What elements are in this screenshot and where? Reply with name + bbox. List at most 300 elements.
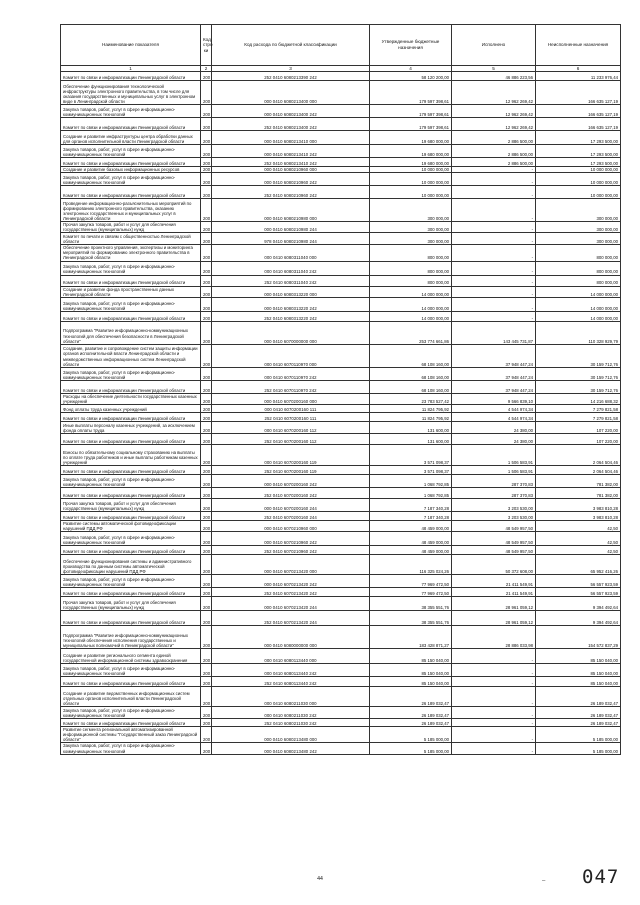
row-executed-cell: - (452, 719, 536, 727)
table-row (61, 664, 621, 677)
row-unexecuted-cell: 17 293 500,00 (536, 145, 621, 158)
row-unexecuted-cell: 3 983 810,28 (536, 498, 621, 511)
row-expense-code-cell: 000 0410 6080210980 244 (212, 222, 370, 233)
table-row (61, 81, 621, 105)
row-executed-cell: 48 549 957,50 (452, 532, 536, 546)
row-approved-cell: 48 459 000,00 (370, 546, 452, 555)
row-approved-cell: 1 068 792,85 (370, 474, 452, 487)
row-name-cell: Комитет по связи и информатизации Ленинградской области (61, 186, 201, 199)
table-row (61, 72, 621, 81)
row-approved-cell: 300 000,00 (370, 233, 452, 245)
row-executed-cell: 12 962 269,42 (452, 105, 536, 118)
row-approved-cell: 26 189 032,47 (370, 687, 452, 707)
row-line-code-cell: 200 (201, 167, 212, 173)
row-expense-code-cell: 252 0410 6080211030 242 (212, 719, 370, 727)
row-unexecuted-cell: 10 000 000,00 (536, 186, 621, 199)
table-row (61, 511, 621, 520)
table-row (61, 145, 621, 158)
row-line-code-cell: 200 (201, 687, 212, 707)
row-approved-cell: 7 187 340,28 (370, 511, 452, 520)
row-executed-cell: - (452, 233, 536, 245)
row-approved-cell: 85 150 040,00 (370, 649, 452, 664)
row-name-cell: Комитет по связи и информатизации Ленинградской области (61, 465, 201, 474)
row-unexecuted-cell: 30 159 712,76 (536, 367, 621, 380)
table-row (61, 575, 621, 588)
row-executed-cell: 21 411 549,91 (452, 575, 536, 588)
row-line-code-cell: 200 (201, 498, 212, 511)
row-name-cell: Комитет по связи и информатизации Ленинградской области (61, 118, 201, 131)
table-row (61, 158, 621, 167)
row-line-code-cell: 200 (201, 404, 212, 412)
header-unexecuted: Неисполненные назначения (536, 25, 621, 66)
row-line-code-cell: 200 (201, 597, 212, 611)
row-executed-cell: 12 962 269,42 (452, 81, 536, 105)
row-expense-code-cell: 000 0410 6080211030 000 (212, 687, 370, 707)
row-approved-cell: 179 597 398,61 (370, 118, 452, 131)
row-expense-code-cell: 252 0410 6080113440 242 (212, 677, 370, 687)
row-line-code-cell: 200 (201, 199, 212, 222)
row-executed-cell: 37 948 447,24 (452, 344, 536, 367)
row-approved-cell: 26 189 032,47 (370, 719, 452, 727)
row-expense-code-cell: 000 0410 6080000000 000 (212, 626, 370, 649)
row-approved-cell: 300 000,00 (370, 222, 452, 233)
corner-mark: – (542, 878, 546, 884)
row-unexecuted-cell: 17 293 500,00 (536, 131, 621, 145)
table-row (61, 412, 621, 421)
row-name-cell: Закупка товаров, работ, услуг в сфере информационно-коммуникационных технологий (61, 297, 201, 311)
row-line-code-cell: 200 (201, 233, 212, 245)
row-unexecuted-cell: 85 150 040,00 (536, 677, 621, 687)
row-approved-cell: 116 325 024,26 (370, 555, 452, 575)
row-name-cell: Комитет по связи и информатизации Ленинградской области (61, 311, 201, 321)
row-unexecuted-cell: 14 000 000,00 (536, 311, 621, 321)
row-approved-cell: 183 428 871,27 (370, 626, 452, 649)
row-expense-code-cell: 000 0410 6080311040 000 (212, 245, 370, 261)
table-row (61, 131, 621, 145)
row-executed-cell: 37 948 447,24 (452, 380, 536, 393)
table-row (61, 233, 621, 245)
row-approved-cell: 11 824 795,92 (370, 404, 452, 412)
row-line-code-cell: 200 (201, 511, 212, 520)
row-approved-cell: 800 000,00 (370, 245, 452, 261)
row-unexecuted-cell: 26 189 032,47 (536, 719, 621, 727)
table-row (61, 465, 621, 474)
row-name-cell: Комитет по связи и информатизации Ленинградской области (61, 487, 201, 498)
row-line-code-cell: 200 (201, 81, 212, 105)
row-executed-cell: 4 544 974,34 (452, 404, 536, 412)
row-approved-cell: 77 969 472,50 (370, 588, 452, 597)
row-unexecuted-cell: 7 279 821,58 (536, 404, 621, 412)
row-executed-cell: - (452, 743, 536, 754)
table-row (61, 677, 621, 687)
row-unexecuted-cell: 30 159 712,76 (536, 380, 621, 393)
row-name-cell: Создание и развитие ведомственных информационных систем отдельных органов исполнительной власти Ленинградской области (61, 687, 201, 707)
row-unexecuted-cell: 781 382,00 (536, 487, 621, 498)
row-executed-cell: - (452, 186, 536, 199)
budget-table (60, 24, 621, 755)
row-unexecuted-cell: 14 000 000,00 (536, 297, 621, 311)
row-approved-cell: 800 000,00 (370, 261, 452, 275)
table-row (61, 297, 621, 311)
row-name-cell: Комитет по связи и информатизации Ленинградской области (61, 412, 201, 421)
row-line-code-cell: 200 (201, 297, 212, 311)
sheet-stamp-number: 047 (582, 866, 620, 888)
row-unexecuted-cell: 7 279 821,58 (536, 412, 621, 421)
row-line-code-cell: 200 (201, 546, 212, 555)
row-unexecuted-cell: 65 952 416,26 (536, 555, 621, 575)
row-expense-code-cell: 000 0410 6070110970 242 (212, 367, 370, 380)
row-unexecuted-cell: 3 983 810,28 (536, 511, 621, 520)
row-name-cell: Прочая закупка товаров, работ и услуг для обеспечения государственных (муниципальных) нужд (61, 222, 201, 233)
row-approved-cell: 38 355 551,76 (370, 597, 452, 611)
row-line-code-cell: 200 (201, 186, 212, 199)
row-expense-code-cell: 000 0410 6070200160 000 (212, 393, 370, 404)
row-approved-cell: 11 824 795,92 (370, 412, 452, 421)
row-expense-code-cell: 000 0410 6080213400 242 (212, 105, 370, 118)
row-executed-cell: 48 549 957,50 (452, 520, 536, 531)
page-number: 44 (317, 876, 323, 882)
row-name-cell: Комитет по связи и информатизации Ленинградской области (61, 72, 201, 81)
row-line-code-cell: 200 (201, 719, 212, 727)
row-unexecuted-cell: 5 185 000,00 (536, 727, 621, 743)
table-row (61, 546, 621, 555)
row-approved-cell: 68 108 160,00 (370, 367, 452, 380)
row-expense-code-cell: 000 0410 6070210960 242 (212, 532, 370, 546)
row-name-cell: Закупка товаров, работ, услуг в сфере информационно-коммуникационных технологий (61, 743, 201, 754)
table-body (61, 72, 621, 755)
row-executed-cell: - (452, 275, 536, 286)
row-expense-code-cell: 000 0410 6070200160 112 (212, 421, 370, 433)
row-name-cell: Комитет по связи и информатизации Ленинградской области (61, 433, 201, 444)
row-expense-code-cell: 252 0410 6080311040 242 (212, 275, 370, 286)
row-unexecuted-cell: 800 000,00 (536, 261, 621, 275)
row-line-code-cell: 200 (201, 145, 212, 158)
row-expense-code-cell: 252 0410 6070210960 242 (212, 546, 370, 555)
row-expense-code-cell: 252 0410 6080213410 242 (212, 158, 370, 167)
row-name-cell: Комитет по связи и информатизации Ленинградской области (61, 611, 201, 626)
row-unexecuted-cell: 107 220,00 (536, 421, 621, 433)
row-expense-code-cell: 000 0410 6080213410 242 (212, 145, 370, 158)
row-expense-code-cell: 252 0410 6070110970 242 (212, 380, 370, 393)
row-approved-cell: 85 150 040,00 (370, 677, 452, 687)
row-executed-cell: - (452, 727, 536, 743)
row-expense-code-cell: 000 0410 6070213420 242 (212, 575, 370, 588)
table-row (61, 433, 621, 444)
row-approved-cell: 48 459 000,00 (370, 520, 452, 531)
row-executed-cell: 28 886 033,98 (452, 626, 536, 649)
row-unexecuted-cell: 300 000,00 (536, 199, 621, 222)
column-index: 3 (212, 66, 370, 72)
row-approved-cell: 10 000 000,00 (370, 173, 452, 186)
row-line-code-cell: 200 (201, 105, 212, 118)
row-unexecuted-cell: 14 216 688,32 (536, 393, 621, 404)
row-unexecuted-cell: 110 328 929,79 (536, 321, 621, 344)
row-expense-code-cell: 252 0410 6070200160 112 (212, 433, 370, 444)
row-line-code-cell: 200 (201, 588, 212, 597)
row-executed-cell: - (452, 311, 536, 321)
row-executed-cell: 46 886 223,56 (452, 72, 536, 81)
row-name-cell: Фонд оплаты труда казенных учреждений (61, 404, 201, 412)
row-executed-cell: - (452, 707, 536, 719)
table-row (61, 498, 621, 511)
table-row (61, 261, 621, 275)
row-unexecuted-cell: 26 189 032,47 (536, 687, 621, 707)
row-unexecuted-cell: 42,50 (536, 546, 621, 555)
row-line-code-cell: 200 (201, 245, 212, 261)
row-unexecuted-cell: 30 159 712,76 (536, 344, 621, 367)
row-unexecuted-cell: 800 000,00 (536, 275, 621, 286)
row-name-cell: Обеспечение функционирования технологической инфраструктуры электронного правительства, в том числе для оказания государственных и муниципальных услуг в электронном виде в Ленинградской области (61, 81, 201, 105)
row-name-cell: Закупка товаров, работ, услуг в сфере информационно-коммуникационных технологий (61, 105, 201, 118)
row-unexecuted-cell: 11 233 976,44 (536, 72, 621, 81)
row-name-cell: Развитие системы автоматической фотовидеофиксации нарушений ПДД РФ (61, 520, 201, 531)
row-executed-cell: 1 506 583,91 (452, 465, 536, 474)
row-name-cell: Закупка товаров, работ, услуг в сфере информационно-коммуникационных технологий (61, 367, 201, 380)
table-row (61, 118, 621, 131)
row-executed-cell: 48 549 957,50 (452, 546, 536, 555)
row-line-code-cell: 200 (201, 131, 212, 145)
row-unexecuted-cell: 85 150 040,00 (536, 649, 621, 664)
row-line-code-cell: 200 (201, 677, 212, 687)
row-executed-cell: 287 370,83 (452, 474, 536, 487)
row-name-cell: Комитет по связи и информатизации Ленинградской области (61, 158, 201, 167)
row-expense-code-cell: 000 0410 6070200160 242 (212, 474, 370, 487)
table-row (61, 707, 621, 719)
row-name-cell: Расходы на обеспечение деятельности государственных казенных учреждений (61, 393, 201, 404)
table-row (61, 649, 621, 664)
row-unexecuted-cell: 26 189 032,47 (536, 707, 621, 719)
row-line-code-cell: 200 (201, 707, 212, 719)
row-line-code-cell: 200 (201, 421, 212, 433)
row-name-cell: Обеспечение проектного управления, экспертизы и мониторинга мероприятий по формированию электронного правительства в Ленинградской области (61, 245, 201, 261)
row-approved-cell: 7 187 340,28 (370, 498, 452, 511)
row-executed-cell: - (452, 167, 536, 173)
row-name-cell: Развитие сегмента региональной автоматизированной информационной системы "Государственный заказ Ленинградской области" (61, 727, 201, 743)
table-row (61, 743, 621, 754)
row-line-code-cell: 200 (201, 158, 212, 167)
table-row (61, 421, 621, 433)
row-approved-cell: 10 000 000,00 (370, 167, 452, 173)
row-expense-code-cell: 000 0410 6080213400 000 (212, 81, 370, 105)
table-row (61, 532, 621, 546)
table-row (61, 611, 621, 626)
row-executed-cell: 2 886 500,00 (452, 131, 536, 145)
row-approved-cell: 131 600,00 (370, 433, 452, 444)
row-expense-code-cell: 000 0410 6070200160 111 (212, 404, 370, 412)
row-executed-cell: 287 370,83 (452, 487, 536, 498)
row-approved-cell: 300 000,00 (370, 199, 452, 222)
row-line-code-cell: 200 (201, 611, 212, 626)
row-executed-cell: - (452, 649, 536, 664)
table-row (61, 474, 621, 487)
row-name-cell: Обеспечение функционирования системы и административного производства по данным системы автоматической фотовидеофиксации нарушений ПДД РФ (61, 555, 201, 575)
row-approved-cell: 179 597 398,61 (370, 81, 452, 105)
row-unexecuted-cell: 10 000 000,00 (536, 167, 621, 173)
row-name-cell: Комитет по связи и информатизации Ленинградской области (61, 546, 201, 555)
row-line-code-cell: 200 (201, 275, 212, 286)
row-executed-cell: 4 544 974,34 (452, 412, 536, 421)
row-line-code-cell: 200 (201, 626, 212, 649)
row-unexecuted-cell: 2 064 504,46 (536, 465, 621, 474)
row-expense-code-cell: 252 0410 6070200160 111 (212, 412, 370, 421)
row-unexecuted-cell: 300 000,00 (536, 233, 621, 245)
row-expense-code-cell: 000 0410 6070213420 244 (212, 597, 370, 611)
table-row (61, 173, 621, 186)
row-name-cell: Создание и развитие фонда пространственных данных Ленинградской области (61, 286, 201, 297)
table-row (61, 222, 621, 233)
table-row (61, 719, 621, 727)
row-line-code-cell: 200 (201, 344, 212, 367)
row-unexecuted-cell: 14 000 000,00 (536, 286, 621, 297)
row-approved-cell: 38 355 551,76 (370, 611, 452, 626)
row-line-code-cell: 200 (201, 173, 212, 186)
row-expense-code-cell: 252 0410 6070213420 244 (212, 611, 370, 626)
column-index: 4 (370, 66, 452, 72)
row-executed-cell: 9 566 839,10 (452, 393, 536, 404)
row-line-code-cell: 200 (201, 743, 212, 754)
column-index: 1 (61, 66, 201, 72)
row-expense-code-cell: 000 0410 6070110970 000 (212, 344, 370, 367)
row-executed-cell: 143 445 731,87 (452, 321, 536, 344)
row-executed-cell: - (452, 286, 536, 297)
row-approved-cell: 26 189 032,47 (370, 707, 452, 719)
row-unexecuted-cell: 800 000,00 (536, 245, 621, 261)
row-unexecuted-cell: 166 635 127,19 (536, 105, 621, 118)
row-executed-cell: - (452, 261, 536, 275)
row-expense-code-cell: 252 0410 6080313220 242 (212, 311, 370, 321)
row-line-code-cell: 200 (201, 465, 212, 474)
row-line-code-cell: 200 (201, 286, 212, 297)
table-row (61, 588, 621, 597)
row-approved-cell: 23 783 527,42 (370, 393, 452, 404)
row-unexecuted-cell: 42,50 (536, 532, 621, 546)
row-line-code-cell: 200 (201, 727, 212, 743)
row-expense-code-cell: 000 0410 6080210960 000 (212, 167, 370, 173)
row-unexecuted-cell: 300 000,00 (536, 222, 621, 233)
header-line-code: Код стро ки (201, 25, 212, 66)
table-row (61, 105, 621, 118)
row-expense-code-cell: 000 0410 6080210960 242 (212, 173, 370, 186)
row-name-cell: Создание и развитие инфраструктуры центра обработки данных для органов исполнительной власти Ленинградской области (61, 131, 201, 145)
row-name-cell: Подпрограмма "Развитие информационно-коммуникационных технологий для обеспечения безопасности в Ленинградской области" (61, 321, 201, 344)
row-executed-cell: 1 506 583,91 (452, 444, 536, 465)
row-executed-cell: 24 380,00 (452, 433, 536, 444)
row-approved-cell: 14 000 000,00 (370, 297, 452, 311)
table-row (61, 597, 621, 611)
row-name-cell: Закупка товаров, работ, услуг в сфере информационно-коммуникационных технологий (61, 145, 201, 158)
row-approved-cell: 1 068 792,85 (370, 487, 452, 498)
row-name-cell: Закупка товаров, работ, услуг в сфере информационно-коммуникационных технологий (61, 575, 201, 588)
row-unexecuted-cell: 10 000 000,00 (536, 173, 621, 186)
row-executed-cell: - (452, 173, 536, 186)
row-line-code-cell: 200 (201, 118, 212, 131)
row-approved-cell: 19 680 000,00 (370, 158, 452, 167)
row-expense-code-cell: 000 0410 6070200160 244 (212, 498, 370, 511)
row-approved-cell: 19 680 000,00 (370, 145, 452, 158)
row-name-cell: Закупка товаров, работ, услуг в сфере информационно-коммуникационных технологий (61, 173, 201, 186)
row-name-cell: Создание, развитие и сопровождение систем защиты информации органов исполнительной власти Ленинградской области и межведомственных информационных систем Ленинградской области (61, 344, 201, 367)
row-approved-cell: 253 774 661,86 (370, 321, 452, 344)
row-line-code-cell: 200 (201, 367, 212, 380)
row-line-code-cell: 200 (201, 575, 212, 588)
row-name-cell: Создание и развитие регионального сегмента единой государственной информационной системы здравоохранения (61, 649, 201, 664)
header-approved: Утвержденные бюджетные назначения (370, 25, 452, 66)
row-executed-cell: 37 948 447,24 (452, 367, 536, 380)
table-row (61, 275, 621, 286)
table-row (61, 626, 621, 649)
table-row (61, 199, 621, 222)
row-unexecuted-cell: 5 185 000,00 (536, 743, 621, 754)
row-unexecuted-cell: 9 394 492,64 (536, 597, 621, 611)
row-approved-cell: 3 571 098,37 (370, 444, 452, 465)
row-expense-code-cell: 000 0410 6080210980 000 (212, 199, 370, 222)
row-executed-cell: - (452, 677, 536, 687)
report-sheet (60, 24, 620, 755)
row-unexecuted-cell: 781 382,00 (536, 474, 621, 487)
row-expense-code-cell: 000 0410 6080113440 000 (212, 649, 370, 664)
row-expense-code-cell: 000 0410 6080213480 242 (212, 743, 370, 754)
row-line-code-cell: 200 (201, 520, 212, 531)
header-indicator-name: Наименование показателя (61, 25, 201, 66)
row-approved-cell: 5 185 000,00 (370, 743, 452, 754)
row-name-cell: Подпрограмма "Развитие информационно-коммуникационных технологий обеспечения исполнения государственных и муниципальных полномочий в Ленинградской области" (61, 626, 201, 649)
table-row (61, 487, 621, 498)
row-executed-cell: 24 380,00 (452, 421, 536, 433)
row-expense-code-cell: 978 0410 6080210980 244 (212, 233, 370, 245)
row-unexecuted-cell: 42,50 (536, 520, 621, 531)
row-executed-cell: 2 886 500,00 (452, 145, 536, 158)
row-name-cell: Проведение информационно-разъяснительных мероприятий по формированию электронного правительства, оказанию электронных государственных и муниципальных услуг в Ленинградской области (61, 199, 201, 222)
row-line-code-cell: 200 (201, 412, 212, 421)
row-approved-cell: 3 571 098,37 (370, 465, 452, 474)
row-name-cell: Закупка товаров, работ, услуг в сфере информационно-коммуникационных технологий (61, 261, 201, 275)
row-expense-code-cell: 252 0410 6080213390 242 (212, 72, 370, 81)
table-row (61, 311, 621, 321)
row-name-cell: Закупка товаров, работ, услуг в сфере информационно-коммуникационных технологий (61, 707, 201, 719)
row-line-code-cell: 200 (201, 474, 212, 487)
row-expense-code-cell: 252 0410 6070200160 242 (212, 487, 370, 498)
row-line-code-cell: 200 (201, 72, 212, 81)
row-line-code-cell: 200 (201, 261, 212, 275)
row-expense-code-cell: 000 0410 6080313220 000 (212, 286, 370, 297)
row-line-code-cell: 200 (201, 380, 212, 393)
row-approved-cell: 68 108 160,00 (370, 380, 452, 393)
row-line-code-cell: 200 (201, 433, 212, 444)
row-line-code-cell: 200 (201, 555, 212, 575)
table-row (61, 404, 621, 412)
column-index: 5 (452, 66, 536, 72)
row-expense-code-cell: 252 0410 6070200160 244 (212, 511, 370, 520)
table-row (61, 186, 621, 199)
row-expense-code-cell: 000 0410 6070210960 000 (212, 520, 370, 531)
row-approved-cell: 68 108 160,00 (370, 344, 452, 367)
row-expense-code-cell: 000 0410 6070200160 119 (212, 444, 370, 465)
row-expense-code-cell: 000 0410 6070000000 000 (212, 321, 370, 344)
row-approved-cell: 77 969 472,50 (370, 575, 452, 588)
row-expense-code-cell: 000 0410 6080311040 242 (212, 261, 370, 275)
row-name-cell: Закупка товаров, работ, услуг в сфере информационно-коммуникационных технологий (61, 474, 201, 487)
row-executed-cell: - (452, 245, 536, 261)
row-name-cell: Прочая закупка товаров, работ и услуг для обеспечения государственных (муниципальных) нужд (61, 597, 201, 611)
row-line-code-cell: 200 (201, 664, 212, 677)
row-name-cell: Комитет по связи и информатизации Ленинградской области (61, 588, 201, 597)
row-name-cell: Прочая закупка товаров, работ и услуг для обеспечения государственных (муниципальных) нужд (61, 498, 201, 511)
row-expense-code-cell: 000 0410 6080313220 242 (212, 297, 370, 311)
row-executed-cell: 3 203 530,00 (452, 498, 536, 511)
row-line-code-cell: 200 (201, 444, 212, 465)
row-executed-cell: 2 886 500,00 (452, 158, 536, 167)
row-expense-code-cell: 252 0410 6080210960 242 (212, 186, 370, 199)
